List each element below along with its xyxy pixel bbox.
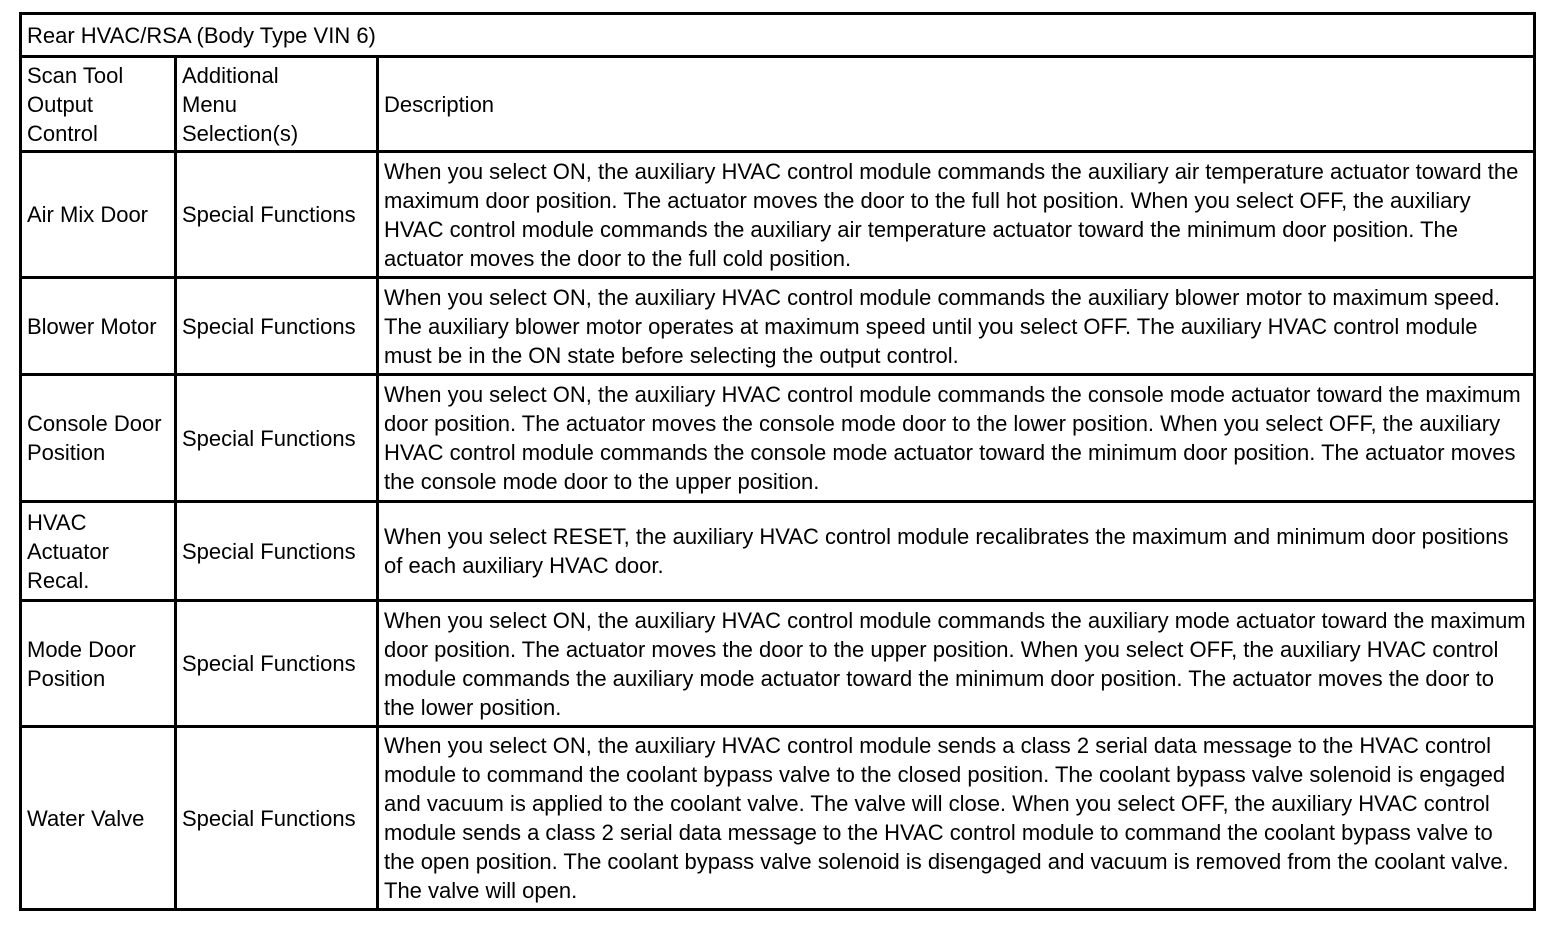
output-control-cell: Air Mix Door (21, 152, 176, 278)
output-control-cell: HVAC Actuator Recal. (21, 502, 176, 601)
table-row (21, 278, 1535, 375)
menu-selection-cell: Special Functions (176, 502, 378, 601)
menu-selection-cell: Special Functions (176, 727, 378, 910)
menu-selection-cell: Special Functions (176, 152, 378, 278)
table-title-row (21, 14, 1535, 57)
header-scan-tool-output-control: Scan Tool Output Control (21, 57, 176, 152)
table-row (21, 727, 1535, 910)
menu-selection-cell: Special Functions (176, 601, 378, 727)
description-cell: When you select RESET, the auxiliary HVAC control module recalibrates the maximum and minimum door positions of each auxiliary HVAC door. (378, 502, 1535, 601)
output-control-cell: Mode Door Position (21, 601, 176, 727)
table-row (21, 601, 1535, 727)
output-control-cell: Water Valve (21, 727, 176, 910)
menu-selection-cell: Special Functions (176, 375, 378, 502)
description-cell: When you select ON, the auxiliary HVAC control module commands the auxiliary mode actuator toward the maximum door position. The actuator moves the door to the upper position. When you select OFF, the auxiliary HVAC control module commands the auxiliary mode actuator toward the minimum door position. The actuator moves the door to the lower position. (378, 601, 1535, 727)
rear-hvac-output-control-table (19, 12, 1536, 911)
header-additional-menu-selections: Additional Menu Selection(s) (176, 57, 378, 152)
table-row (21, 375, 1535, 502)
description-cell: When you select ON, the auxiliary HVAC control module commands the console mode actuator toward the maximum door position. The actuator moves the console mode door to the lower position. When you select OFF, the auxiliary HVAC control module commands the console mode actuator toward the minimum door position. The actuator moves the console mode door to the upper position. (378, 375, 1535, 502)
output-control-cell: Blower Motor (21, 278, 176, 375)
description-cell: When you select ON, the auxiliary HVAC control module commands the auxiliary air temperature actuator toward the maximum door position. The actuator moves the door to the full hot position. When you select OFF, the auxiliary HVAC control module commands the auxiliary air temperature actuator toward the minimum door position. The actuator moves the door to the full cold position. (378, 152, 1535, 278)
menu-selection-cell: Special Functions (176, 278, 378, 375)
output-control-cell: Console Door Position (21, 375, 176, 502)
header-description: Description (378, 57, 1535, 152)
column-header-row (21, 57, 1535, 152)
description-cell: When you select ON, the auxiliary HVAC control module sends a class 2 serial data message to the HVAC control module to command the coolant bypass valve to the closed position. The coolant bypass valve solenoid is engaged and vacuum is applied to the coolant valve. The valve will close. When you select OFF, the auxiliary HVAC control module sends a class 2 serial data message to the HVAC control module to command the coolant bypass valve to the open position. The coolant bypass valve solenoid is disengaged and vacuum is removed from the coolant valve. The valve will open. (378, 727, 1535, 910)
table-row (21, 152, 1535, 278)
table-title: Rear HVAC/RSA (Body Type VIN 6) (21, 14, 1535, 57)
description-cell: When you select ON, the auxiliary HVAC control module commands the auxiliary blower motor to maximum speed. The auxiliary blower motor operates at maximum speed until you select OFF. The auxiliary HVAC control module must be in the ON state before selecting the output control. (378, 278, 1535, 375)
table-row (21, 502, 1535, 601)
